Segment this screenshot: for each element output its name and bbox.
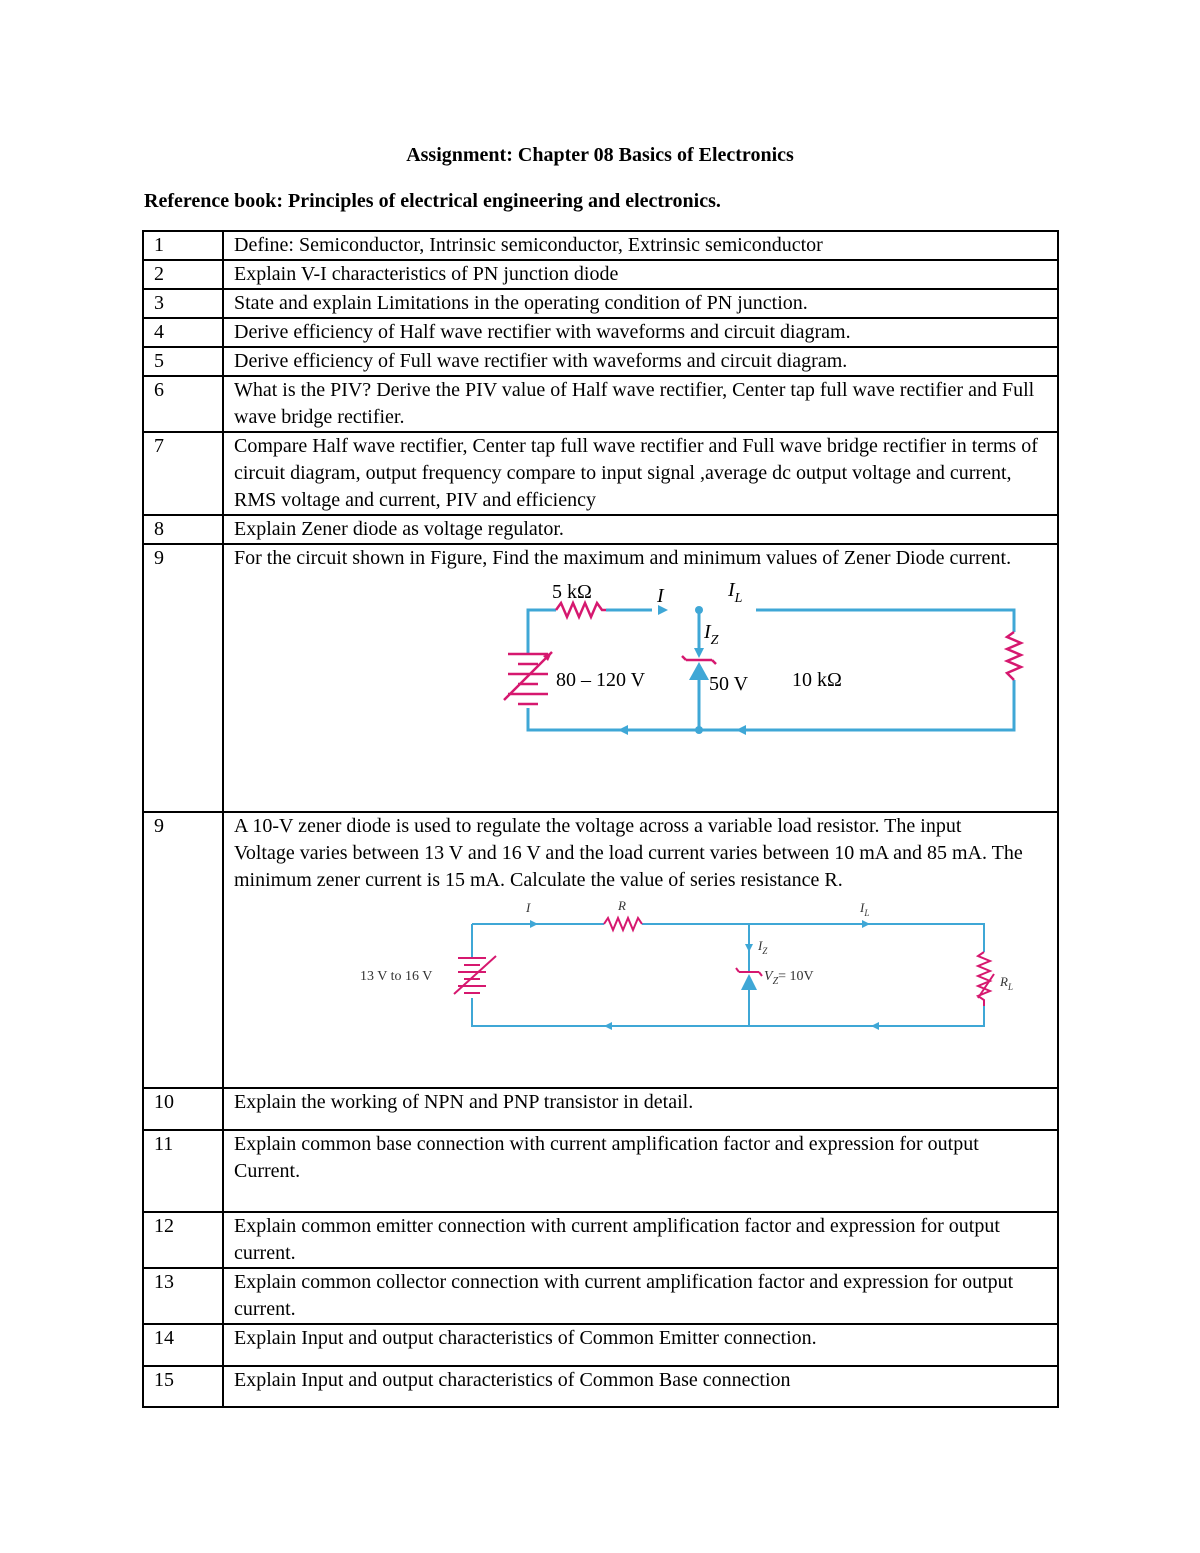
source-voltage-label: 13 V to 16 V [360, 969, 433, 984]
series-resistor-label: 5 kΩ [552, 581, 592, 603]
zener-circuit-figure-2 [234, 894, 1058, 1034]
question-text: State and explain Limitations in the operating condition of PN junction. [223, 289, 1058, 318]
source-voltage-label: 80 – 120 V [556, 669, 646, 691]
table-row [143, 289, 1058, 318]
question-text: Explain Input and output characteristics of Common Emitter connection. [223, 1324, 1058, 1366]
question-text: Define: Semiconductor, Intrinsic semiconductor, Extrinsic semiconductor [223, 231, 1058, 260]
load-current-label: $I_L$ [728, 579, 743, 606]
question-text: Explain common collector connection with current amplification factor and expression for output current. [223, 1268, 1058, 1324]
reference-book: Reference book: Principles of electrical engineering and electronics. [144, 190, 721, 212]
current-arrows [530, 920, 879, 1030]
current-label: I [657, 585, 664, 607]
zener-current-label: $I_Z$ [704, 621, 719, 648]
question-number: 9 [143, 812, 223, 1088]
zener-diode-symbol [741, 974, 757, 990]
load-resistor-symbol [978, 952, 990, 1006]
zener-diode-symbol [689, 662, 709, 680]
series-resistor-symbol [604, 918, 642, 930]
question-cell [223, 812, 1058, 1088]
question-text: Derive efficiency of Half wave rectifier with waveforms and circuit diagram. [223, 318, 1058, 347]
question-text-line: Voltage varies between 13 V and 16 V and the load current varies between 10 mA and 85 mA. The minimum zener current is 15 mA. Calculate the value of series resistance R. [234, 842, 1023, 891]
question-text: Explain common emitter connection with current amplification factor and expression for output current. [223, 1212, 1058, 1268]
question-number: 2 [143, 260, 223, 289]
zener-circuit-figure-1 [234, 572, 1058, 754]
question-cell [223, 544, 1058, 812]
question-number: 6 [143, 376, 223, 432]
table-row [143, 347, 1058, 376]
table-row [143, 376, 1058, 432]
zener-voltage-label: $V_Z= 10V$ [764, 969, 814, 987]
zener-voltage-label: 50 V [709, 673, 749, 695]
table-row [143, 812, 1058, 1088]
series-resistor-label: R [618, 898, 626, 913]
question-number: 9 [143, 544, 223, 812]
questions-table [142, 230, 1059, 1408]
question-cell [223, 1130, 1058, 1212]
zener-current-label: $I_Z$ [758, 938, 768, 956]
question-number: 14 [143, 1324, 223, 1366]
table-row [143, 515, 1058, 544]
question-number: 11 [143, 1130, 223, 1212]
load-resistor-label: 10 kΩ [792, 669, 842, 691]
question-number: 4 [143, 318, 223, 347]
load-current-label: $I_L$ [860, 900, 870, 918]
question-number: 1 [143, 231, 223, 260]
question-text: For the circuit shown in Figure, Find the maximum and minimum values of Zener Diode current. [234, 547, 1012, 569]
document-title: Assignment: Chapter 08 Basics of Electronics [406, 144, 794, 166]
table-row [143, 260, 1058, 289]
question-text: Explain Input and output characteristics of Common Base connection [223, 1366, 1058, 1407]
components [454, 918, 994, 1006]
table-row [143, 1366, 1058, 1407]
question-text: Derive efficiency of Full wave rectifier with waveforms and circuit diagram. [223, 347, 1058, 376]
question-number: 13 [143, 1268, 223, 1324]
circuit-wires [472, 924, 984, 1026]
current-label: I [526, 900, 531, 915]
table-row [143, 1324, 1058, 1366]
question-number: 10 [143, 1088, 223, 1130]
question-number: 8 [143, 515, 223, 544]
question-number: 12 [143, 1212, 223, 1268]
question-number: 7 [143, 432, 223, 515]
table-row [143, 1268, 1058, 1324]
question-number: 3 [143, 289, 223, 318]
series-resistor-symbol [556, 603, 606, 617]
table-row [143, 231, 1058, 260]
question-text-line: Current. [234, 1160, 301, 1182]
load-resistor-symbol [1007, 632, 1021, 680]
question-text: Explain V-I characteristics of PN junction diode [223, 260, 1058, 289]
table-row [143, 1088, 1058, 1130]
question-text: Explain Zener diode as voltage regulator. [223, 515, 1058, 544]
question-number: 15 [143, 1366, 223, 1407]
table-row [143, 318, 1058, 347]
question-number: 5 [143, 347, 223, 376]
question-text-line: Explain common base connection with current amplification factor and expression for output [234, 1133, 979, 1155]
table-row [143, 432, 1058, 515]
question-text: Compare Half wave rectifier, Center tap full wave rectifier and Full wave bridge rectifier in terms of circuit diagram, output frequency compare to input signal ,average dc output voltage and current, RMS voltage and current, PIV and efficiency [223, 432, 1058, 515]
question-text-line: A 10-V zener diode is used to regulate the voltage across a variable load resistor. The input [234, 815, 962, 837]
question-text: Explain the working of NPN and PNP transistor in detail. [223, 1088, 1058, 1130]
question-text: What is the PIV? Derive the PIV value of Half wave rectifier, Center tap full wave rectifier and Full wave bridge rectifier. [223, 376, 1058, 432]
table-row [143, 1212, 1058, 1268]
table-row [143, 1130, 1058, 1212]
load-resistor-label: $R_L$ [1000, 974, 1013, 992]
table-row [143, 544, 1058, 812]
